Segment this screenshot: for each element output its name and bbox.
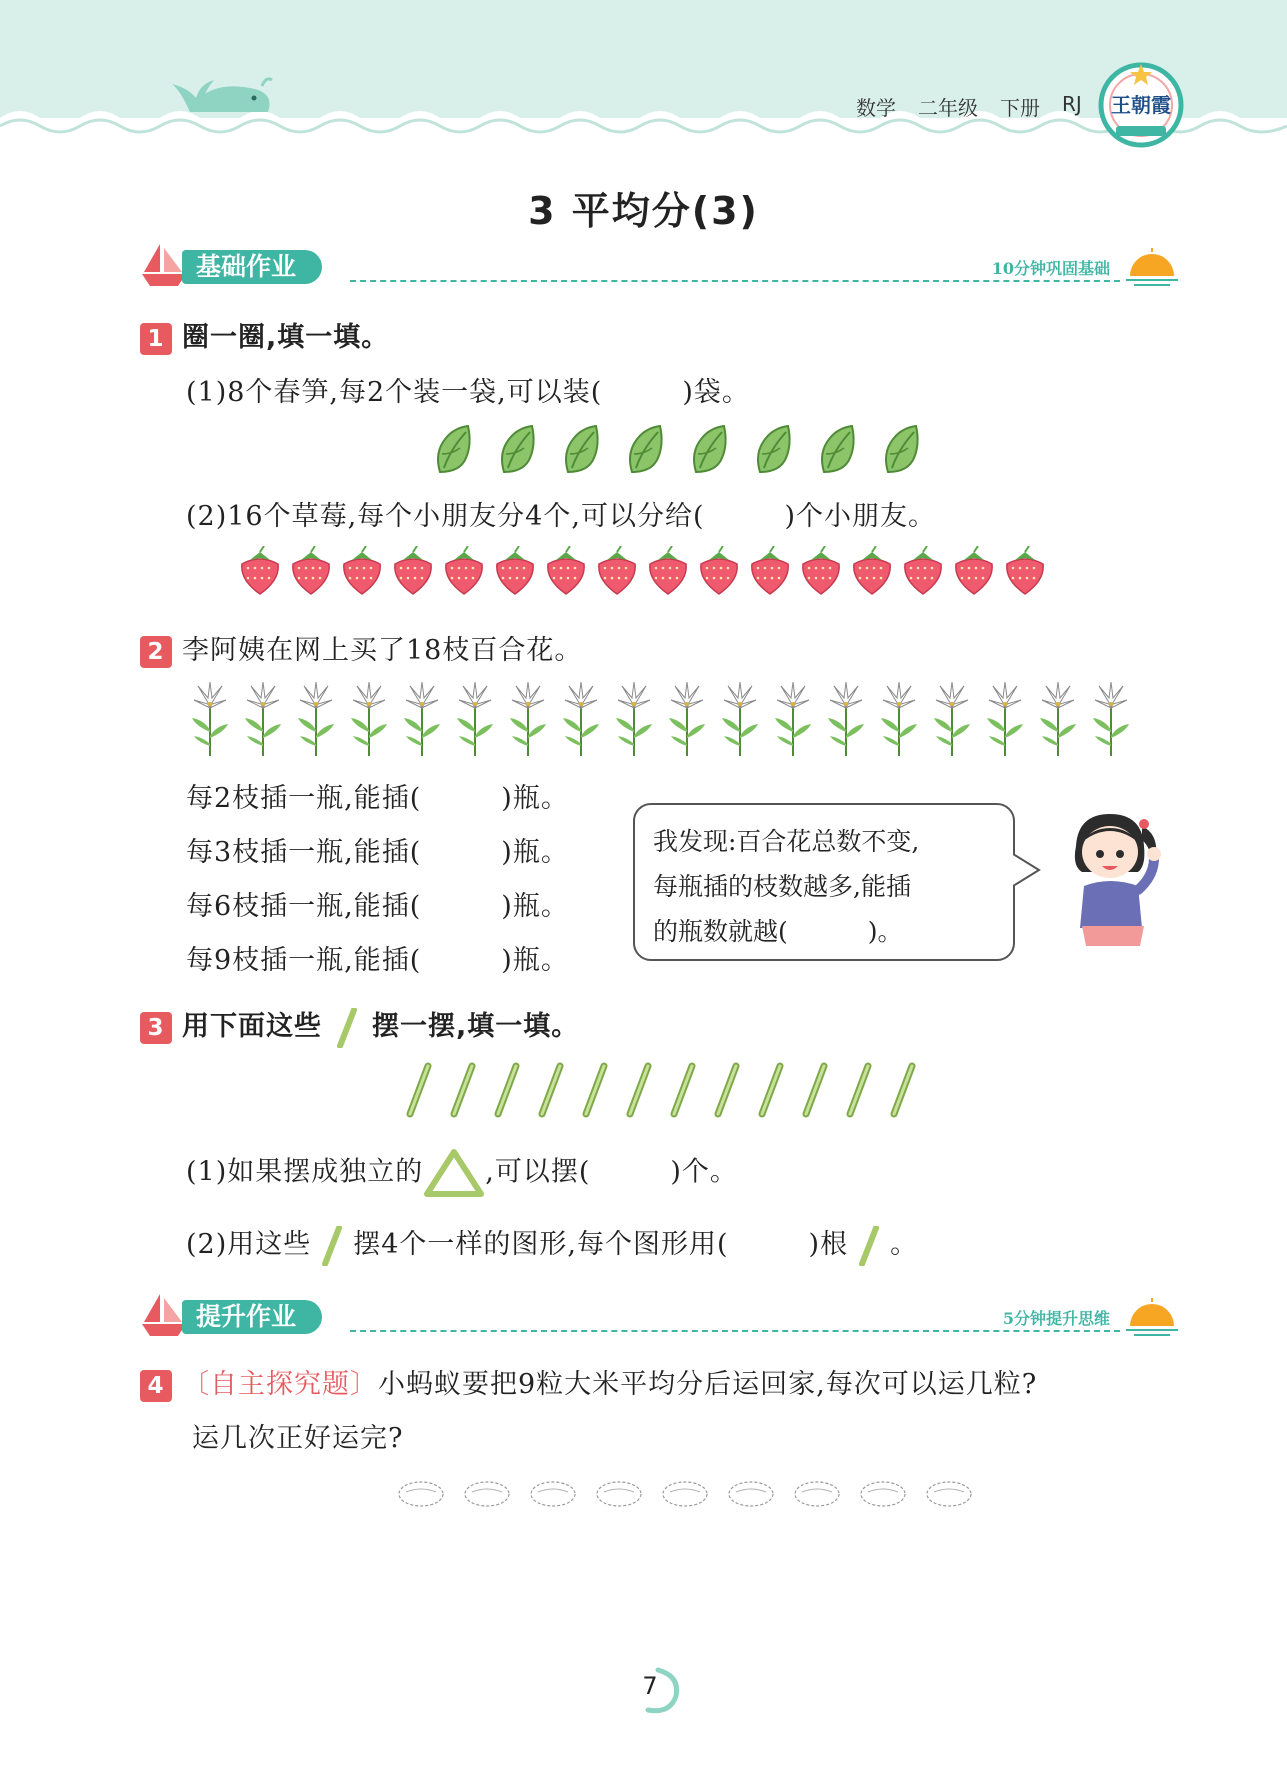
q4-number-badge: 4	[140, 1370, 172, 1402]
bubble-line-2: 每瓶插的枝数越多,能插	[653, 872, 911, 901]
lily-flower-icon	[661, 680, 713, 756]
strawberry-icon	[748, 546, 792, 596]
rice-grain-row	[396, 1478, 974, 1510]
q1-part1-text: (1)8个春笋,每2个装一袋,可以装(	[186, 377, 603, 408]
bubble-tail	[1013, 852, 1043, 888]
q1-title-row	[140, 315, 389, 355]
lily-flower-row	[184, 680, 1137, 756]
bamboo-shoot-row	[432, 424, 923, 476]
q2-line-text: 每3枝插一瓶,能插(	[186, 837, 422, 868]
bubble-line-3-end: )。	[867, 917, 903, 946]
q2-answer-line	[186, 938, 569, 977]
stick-icon	[404, 1062, 434, 1118]
q3-part1	[186, 1148, 738, 1198]
strawberry-icon	[442, 546, 486, 596]
bamboo-shoot-icon	[560, 424, 603, 476]
q4-tag: 〔自主探究题〕	[182, 1369, 378, 1400]
stick-icon	[448, 1062, 478, 1118]
section-basic-label: 基础作业	[182, 250, 322, 284]
strawberry-icon	[850, 546, 894, 596]
q3-part2-text-end: 。	[890, 1229, 919, 1260]
strawberry-icon	[340, 546, 384, 596]
lily-flower-icon	[237, 680, 289, 756]
bamboo-shoot-icon	[880, 424, 923, 476]
rice-grain-icon	[462, 1478, 512, 1510]
strawberry-icon	[697, 546, 741, 596]
lily-flower-icon	[873, 680, 925, 756]
strawberry-row	[238, 546, 1047, 596]
bubble-line-1: 我发现:百合花总数不变,	[653, 827, 920, 856]
strawberry-icon	[646, 546, 690, 596]
section-basic-hint: 10分钟巩固基础	[991, 259, 1110, 278]
sunrise-icon	[1124, 1298, 1180, 1338]
q4-line1	[140, 1362, 1037, 1402]
strawberry-icon	[493, 546, 537, 596]
volume-label: 下册	[1000, 96, 1040, 120]
section-advanced-hint: 5分钟提升思维	[1002, 1309, 1110, 1328]
section-divider	[350, 280, 1120, 282]
q3-part1-text-end: )个。	[670, 1156, 738, 1188]
bubble-line-3: 的瓶数就越(	[653, 917, 788, 946]
stick-icon	[800, 1062, 830, 1118]
strawberry-icon	[595, 546, 639, 596]
lily-flower-icon	[555, 680, 607, 756]
q2-answer-line	[186, 830, 569, 869]
q2-line-text-end: )瓶。	[501, 783, 569, 814]
lily-flower-icon	[820, 680, 872, 756]
brand-badge-logo	[1098, 62, 1184, 148]
q1-title: 圈一圈,填一填。	[182, 322, 390, 353]
q3-part2-text-mid: 摆4个一样的图形,每个图形用(	[353, 1229, 729, 1260]
stick-icon	[712, 1062, 742, 1118]
q1-part1-text-end: )袋。	[682, 377, 750, 408]
bamboo-shoot-icon	[816, 424, 859, 476]
stick-icon	[317, 1226, 347, 1266]
stick-icon	[854, 1226, 884, 1266]
stick-icon	[332, 1008, 362, 1048]
lily-flower-icon	[396, 680, 448, 756]
strawberry-icon	[901, 546, 945, 596]
q2-number-badge: 2	[140, 636, 172, 668]
lily-flower-icon	[608, 680, 660, 756]
q2-line-text: 每6枝插一瓶,能插(	[186, 891, 422, 922]
lily-flower-icon	[1032, 680, 1084, 756]
rice-grain-icon	[594, 1478, 644, 1510]
lily-flower-icon	[343, 680, 395, 756]
section-basic-header	[140, 242, 1180, 292]
q4-line2	[192, 1416, 403, 1455]
strawberry-icon	[544, 546, 588, 596]
section-advanced-header	[140, 1292, 1180, 1342]
q4-text-1: 小蚂蚁要把9粒大米平均分后运回家,每次可以运几粒?	[378, 1369, 1038, 1400]
girl-illustration	[1058, 806, 1170, 956]
q2-line-text: 每9枝插一瓶,能插(	[186, 945, 422, 976]
lily-flower-icon	[767, 680, 819, 756]
triangle-icon	[423, 1148, 485, 1198]
rice-grain-icon	[660, 1478, 710, 1510]
q3-part2-text-after: )根	[808, 1229, 849, 1260]
stick-row	[404, 1062, 918, 1118]
header-wave-band	[0, 0, 1287, 150]
bamboo-shoot-icon	[432, 424, 475, 476]
sunrise-icon	[1124, 248, 1180, 288]
strawberry-icon	[238, 546, 282, 596]
stick-icon	[668, 1062, 698, 1118]
edition-label: RJ	[1062, 92, 1082, 116]
q3-part1-text-mid: ,可以摆(	[485, 1156, 591, 1188]
q1-part2-text: (2)16个草莓,每个小朋友分4个,可以分给(	[186, 501, 705, 532]
rice-grain-icon	[528, 1478, 578, 1510]
rice-grain-icon	[924, 1478, 974, 1510]
lily-flower-icon	[184, 680, 236, 756]
strawberry-icon	[799, 546, 843, 596]
strawberry-icon	[952, 546, 996, 596]
q3-part1-text: (1)如果摆成独立的	[186, 1156, 424, 1188]
section-advanced-label: 提升作业	[182, 1300, 322, 1334]
q2-line-text: 每2枝插一瓶,能插(	[186, 783, 422, 814]
lily-flower-icon	[502, 680, 554, 756]
stick-icon	[536, 1062, 566, 1118]
q1-part2	[186, 494, 936, 533]
q3-number-badge: 3	[140, 1012, 172, 1044]
strawberry-icon	[289, 546, 333, 596]
q2-line-text-end: )瓶。	[501, 837, 569, 868]
lily-flower-icon	[290, 680, 342, 756]
stick-icon	[756, 1062, 786, 1118]
sailboat-icon	[140, 1292, 188, 1338]
q1-number-badge: 1	[140, 323, 172, 355]
brand-text: 王朝霞	[1111, 93, 1171, 117]
q2-answer-line	[186, 776, 569, 815]
q2-line-text-end: )瓶。	[501, 945, 569, 976]
rice-grain-icon	[396, 1478, 446, 1510]
lily-flower-icon	[449, 680, 501, 756]
stick-icon	[492, 1062, 522, 1118]
q3-part2-text: (2)用这些	[186, 1229, 312, 1260]
sailboat-icon	[140, 242, 188, 288]
q3-title-end: 摆一摆,填一填。	[372, 1011, 580, 1042]
stick-icon	[844, 1062, 874, 1118]
rice-grain-icon	[726, 1478, 776, 1510]
rice-grain-icon	[792, 1478, 842, 1510]
q1-part1	[186, 370, 750, 409]
subject-label: 数学	[856, 96, 896, 120]
header-meta	[856, 92, 1082, 121]
bamboo-shoot-icon	[624, 424, 667, 476]
q3-title-row	[140, 1004, 579, 1048]
strawberry-icon	[1003, 546, 1047, 596]
page-title: 3 平均分(3)	[528, 189, 759, 233]
lily-flower-icon	[926, 680, 978, 756]
stick-icon	[888, 1062, 918, 1118]
lily-flower-icon	[979, 680, 1031, 756]
bamboo-shoot-icon	[752, 424, 795, 476]
q2-title: 李阿姨在网上买了18枝百合花。	[182, 635, 583, 666]
strawberry-icon	[391, 546, 435, 596]
q2-answer-line	[186, 884, 569, 923]
page-number: 7	[642, 1672, 658, 1700]
q3-part2	[186, 1222, 918, 1266]
q1-part2-text-end: )个小朋友。	[784, 501, 937, 532]
bamboo-shoot-icon	[496, 424, 539, 476]
lily-flower-icon	[1085, 680, 1137, 756]
stick-icon	[624, 1062, 654, 1118]
grade-label: 二年级	[918, 96, 978, 120]
stick-icon	[580, 1062, 610, 1118]
speech-bubble	[633, 803, 1015, 961]
q2-title-row	[140, 628, 582, 668]
q2-line-text-end: )瓶。	[501, 891, 569, 922]
section-divider	[350, 1330, 1120, 1332]
lily-flower-icon	[714, 680, 766, 756]
q4-text-2: 运几次正好运完?	[192, 1423, 404, 1454]
rice-grain-icon	[858, 1478, 908, 1510]
bamboo-shoot-icon	[688, 424, 731, 476]
q3-title-start: 用下面这些	[182, 1011, 322, 1042]
